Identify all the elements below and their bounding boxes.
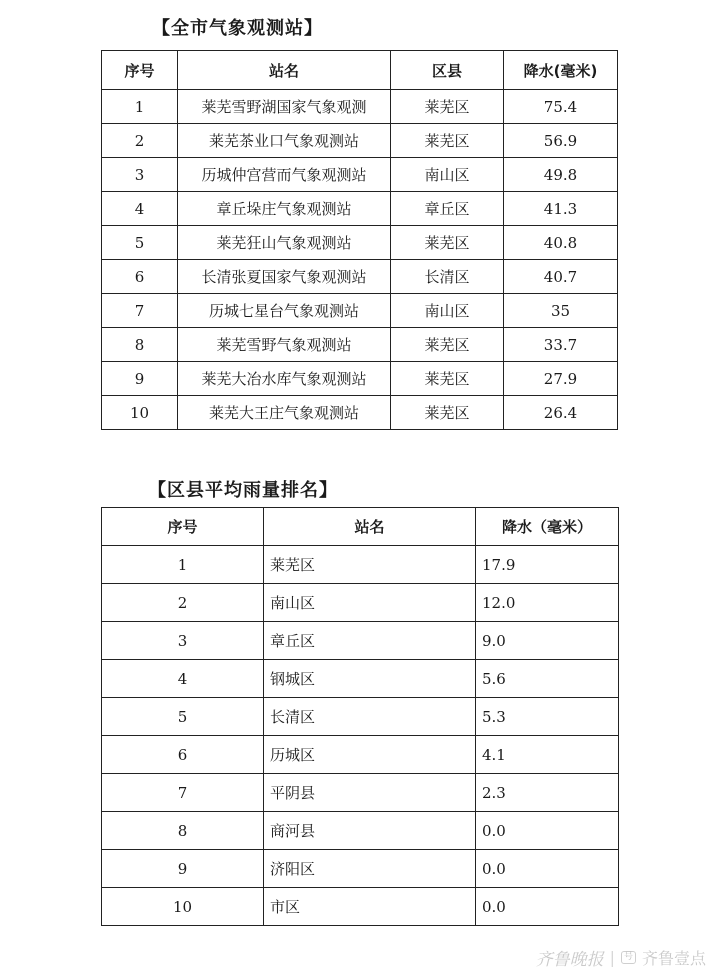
cell-station-name: 莱芜狂山气象观测站 [178,226,391,260]
cell-district: 长清区 [391,260,504,294]
col-header-rainfall: 降水（毫米） [476,508,619,546]
cell-district: 莱芜区 [391,90,504,124]
cell-rainfall: 0.0 [476,888,619,926]
cell-district: 南山区 [391,294,504,328]
table-row [102,362,618,396]
cell-rainfall: 75.4 [504,90,618,124]
cell-rainfall: 5.6 [476,660,619,698]
watermark-brand: 齐鲁壹点 [641,949,706,968]
cell-index: 3 [102,158,178,192]
cell-rainfall: 9.0 [476,622,619,660]
cell-district: 章丘区 [391,192,504,226]
cell-station-name: 长清张夏国家气象观测站 [178,260,391,294]
cell-station-name: 历城七星台气象观测站 [178,294,391,328]
watermark-badge-icon: 号 [621,951,636,964]
cell-district-name: 章丘区 [264,622,476,660]
cell-rainfall: 33.7 [504,328,618,362]
cell-index: 9 [102,362,178,396]
cell-index: 1 [102,90,178,124]
table-row [102,192,618,226]
table1-title: 【全市气象观测站】 [152,18,323,39]
table-row [102,774,619,812]
cell-index: 8 [102,812,264,850]
col-header-station: 站名 [178,51,391,90]
cell-index: 10 [102,888,264,926]
cell-district-name: 长清区 [264,698,476,736]
cell-district-name: 南山区 [264,584,476,622]
cell-index: 3 [102,622,264,660]
cell-station-name: 历城仲宫营而气象观测站 [178,158,391,192]
cell-district: 莱芜区 [391,362,504,396]
cell-station-name: 莱芜雪野气象观测站 [178,328,391,362]
col-header-station: 站名 [264,508,476,546]
table-row [102,736,619,774]
table-row [102,294,618,328]
cell-index: 4 [102,660,264,698]
cell-district-name: 济阳区 [264,850,476,888]
cell-rainfall: 49.8 [504,158,618,192]
cell-district-name: 平阴县 [264,774,476,812]
table-row [102,260,618,294]
cell-rainfall: 40.7 [504,260,618,294]
table-row [102,660,619,698]
cell-rainfall: 2.3 [476,774,619,812]
table-row [102,124,618,158]
cell-index: 7 [102,294,178,328]
cell-index: 5 [102,698,264,736]
cell-district-name: 莱芜区 [264,546,476,584]
cell-rainfall: 40.8 [504,226,618,260]
cell-district-name: 历城区 [264,736,476,774]
table-row [102,328,618,362]
cell-index: 10 [102,396,178,430]
cell-rainfall: 4.1 [476,736,619,774]
table-row [102,396,618,430]
cell-district: 南山区 [391,158,504,192]
cell-rainfall: 35 [504,294,618,328]
table2-title: 【区县平均雨量排名】 [148,480,338,501]
cell-index: 9 [102,850,264,888]
table-row [102,698,619,736]
cell-rainfall: 41.3 [504,192,618,226]
table-row [102,812,619,850]
cell-station-name: 莱芜雪野湖国家气象观测 [178,90,391,124]
station-rainfall-table [101,50,618,430]
col-header-district: 区县 [391,51,504,90]
cell-index: 8 [102,328,178,362]
table-row [102,90,618,124]
cell-district: 莱芜区 [391,396,504,430]
cell-district-name: 商河县 [264,812,476,850]
cell-station-name: 莱芜大冶水库气象观测站 [178,362,391,396]
watermark-separator: | [609,948,615,967]
watermark-logo: 齐鲁晚报 [535,950,604,970]
col-header-index: 序号 [102,508,264,546]
cell-index: 6 [102,260,178,294]
table-row [102,158,618,192]
table-row [102,850,619,888]
table-row [102,622,619,660]
cell-district-name: 钢城区 [264,660,476,698]
cell-rainfall: 0.0 [476,812,619,850]
col-header-index: 序号 [102,51,178,90]
cell-station-name: 章丘垛庄气象观测站 [178,192,391,226]
cell-rainfall: 0.0 [476,850,619,888]
cell-rainfall: 26.4 [504,396,618,430]
table-header-row [102,51,618,90]
table-row [102,888,619,926]
cell-index: 7 [102,774,264,812]
cell-rainfall: 17.9 [476,546,619,584]
cell-index: 4 [102,192,178,226]
cell-station-name: 莱芜大王庄气象观测站 [178,396,391,430]
cell-index: 2 [102,584,264,622]
cell-district: 莱芜区 [391,124,504,158]
cell-district: 莱芜区 [391,226,504,260]
cell-index: 6 [102,736,264,774]
table-header-row [102,508,619,546]
cell-index: 5 [102,226,178,260]
table-row [102,584,619,622]
col-header-rainfall: 降水(毫米) [504,51,618,90]
cell-station-name: 莱芜茶业口气象观测站 [178,124,391,158]
cell-district-name: 市区 [264,888,476,926]
district-rainfall-ranking-table [101,507,619,926]
cell-index: 1 [102,546,264,584]
cell-rainfall: 5.3 [476,698,619,736]
cell-rainfall: 27.9 [504,362,618,396]
cell-index: 2 [102,124,178,158]
table-row [102,546,619,584]
table-row [102,226,618,260]
cell-rainfall: 12.0 [476,584,619,622]
watermark [536,945,706,970]
cell-rainfall: 56.9 [504,124,618,158]
cell-district: 莱芜区 [391,328,504,362]
